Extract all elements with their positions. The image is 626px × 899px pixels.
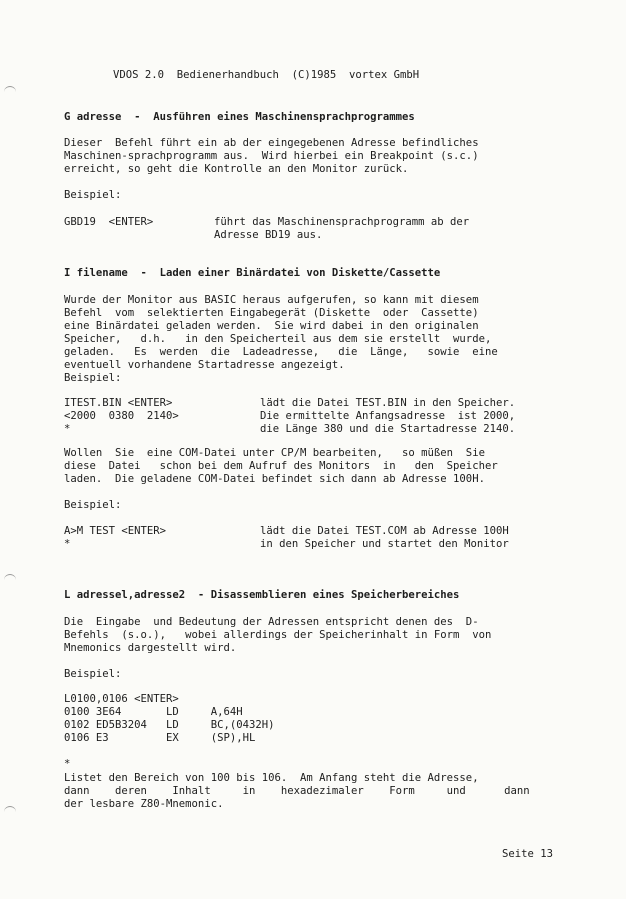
section-l-code-line: 0100 3E64 LD A,64H	[64, 706, 243, 718]
section-i-text2-line: Wollen Sie eine COM-Datei unter CP/M bearbeiten, so müßen Sie	[64, 447, 485, 459]
section-l-example-label: Beispiel:	[64, 668, 122, 680]
section-l-code-line: 0106 E3 EX (SP),HL	[64, 732, 256, 744]
section-i-text-line: Wurde der Monitor aus BASIC heraus aufgerufen, so kann mit diesem	[64, 294, 479, 306]
section-i-example-right: lädt die Datei TEST.BIN in den Speicher.	[260, 397, 516, 409]
section-l-text2-line: dann deren Inhalt in hexadezimaler Form und dann	[64, 785, 530, 797]
section-i-example-label: Beispiel:	[64, 372, 122, 384]
section-i-example2-right: in den Speicher und startet den Monitor	[260, 538, 509, 550]
section-i-example2-left: A>M TEST <ENTER>	[64, 525, 167, 537]
section-i-example-left: ITEST.BIN <ENTER>	[64, 397, 173, 409]
section-i-example-right: die Länge 380 und die Startadresse 2140.	[260, 423, 516, 435]
section-i-text-line: Speicher, d.h. in den Speicherteil aus dem sie erstellt wurde,	[64, 333, 492, 345]
section-i-example-left: <2000 0380 2140>	[64, 410, 179, 422]
section-i-text-line: Befehl vom selektierten Eingabegerät (Diskette oder Cassette)	[64, 307, 479, 319]
section-i-text2-line: diese Datei schon bei dem Aufruf des Monitors in den Speicher	[64, 460, 498, 472]
binder-hole-mark	[4, 86, 16, 95]
section-g-example-description: führt das Maschinensprachprogramm ab der	[214, 216, 470, 228]
binder-hole-mark	[4, 574, 16, 583]
section-i-example2-left: *	[64, 538, 71, 550]
section-g-text-line: Maschinen-sprachprogramm aus. Wird hierbei ein Breakpoint (s.c.)	[64, 150, 479, 162]
section-l-code-line: *	[64, 758, 71, 770]
page-header: VDOS 2.0 Bedienerhandbuch (C)1985 vortex GmbH	[113, 69, 420, 81]
section-l-code-line: 0102 ED5B3204 LD BC,(0432H)	[64, 719, 275, 731]
section-g-text-line: Dieser Befehl führt ein ab der eingegebenen Adresse befindliches	[64, 137, 479, 149]
page-number: Seite 13	[502, 848, 554, 860]
section-i-heading: I filename - Laden einer Binärdatei von Diskette/Cassette	[64, 267, 441, 279]
section-g-text-line: erreicht, so geht die Kontrolle an den Monitor zurück.	[64, 163, 409, 175]
section-g-heading: G adresse - Ausführen eines Maschinensprachprogrammes	[64, 111, 415, 123]
section-g-example-label: Beispiel:	[64, 189, 122, 201]
section-l-text-line: Mnemonics dargestellt wird.	[64, 642, 237, 654]
section-g-example-command: GBD19 <ENTER>	[64, 216, 154, 228]
section-i-text-line: eine Binärdatei geladen werden. Sie wird dabei in den originalen	[64, 320, 479, 332]
section-l-text2-line: Listet den Bereich von 100 bis 106. Am Anfang steht die Adresse,	[64, 772, 479, 784]
section-i-example2-right: lädt die Datei TEST.COM ab Adresse 100H	[260, 525, 509, 537]
section-i-text-line: geladen. Es werden die Ladeadresse, die Länge, sowie eine	[64, 346, 498, 358]
section-i-example-left: *	[64, 423, 71, 435]
section-g-example-description: Adresse BD19 aus.	[214, 229, 323, 241]
section-i-example2-label: Beispiel:	[64, 499, 122, 511]
section-i-text2-line: laden. Die geladene COM-Datei befindet sich dann ab Adresse 100H.	[64, 473, 485, 485]
section-l-heading: L adressel,adresse2 - Disassemblieren eines Speicherbereiches	[64, 589, 460, 601]
section-l-text2-line: der lesbare Z80-Mnemonic.	[64, 798, 224, 810]
section-l-code-line: L0100,0106 <ENTER>	[64, 693, 179, 705]
section-l-text-line: Befehls (s.o.), wobei allerdings der Speicherinhalt in Form von	[64, 629, 492, 641]
section-i-example-right: Die ermittelte Anfangsadresse ist 2000,	[260, 410, 516, 422]
section-i-text-line: eventuell vorhandene Startadresse angezeigt.	[64, 359, 345, 371]
binder-hole-mark	[4, 806, 16, 815]
section-l-text-line: Die Eingabe und Bedeutung der Adressen entspricht denen des D-	[64, 616, 479, 628]
